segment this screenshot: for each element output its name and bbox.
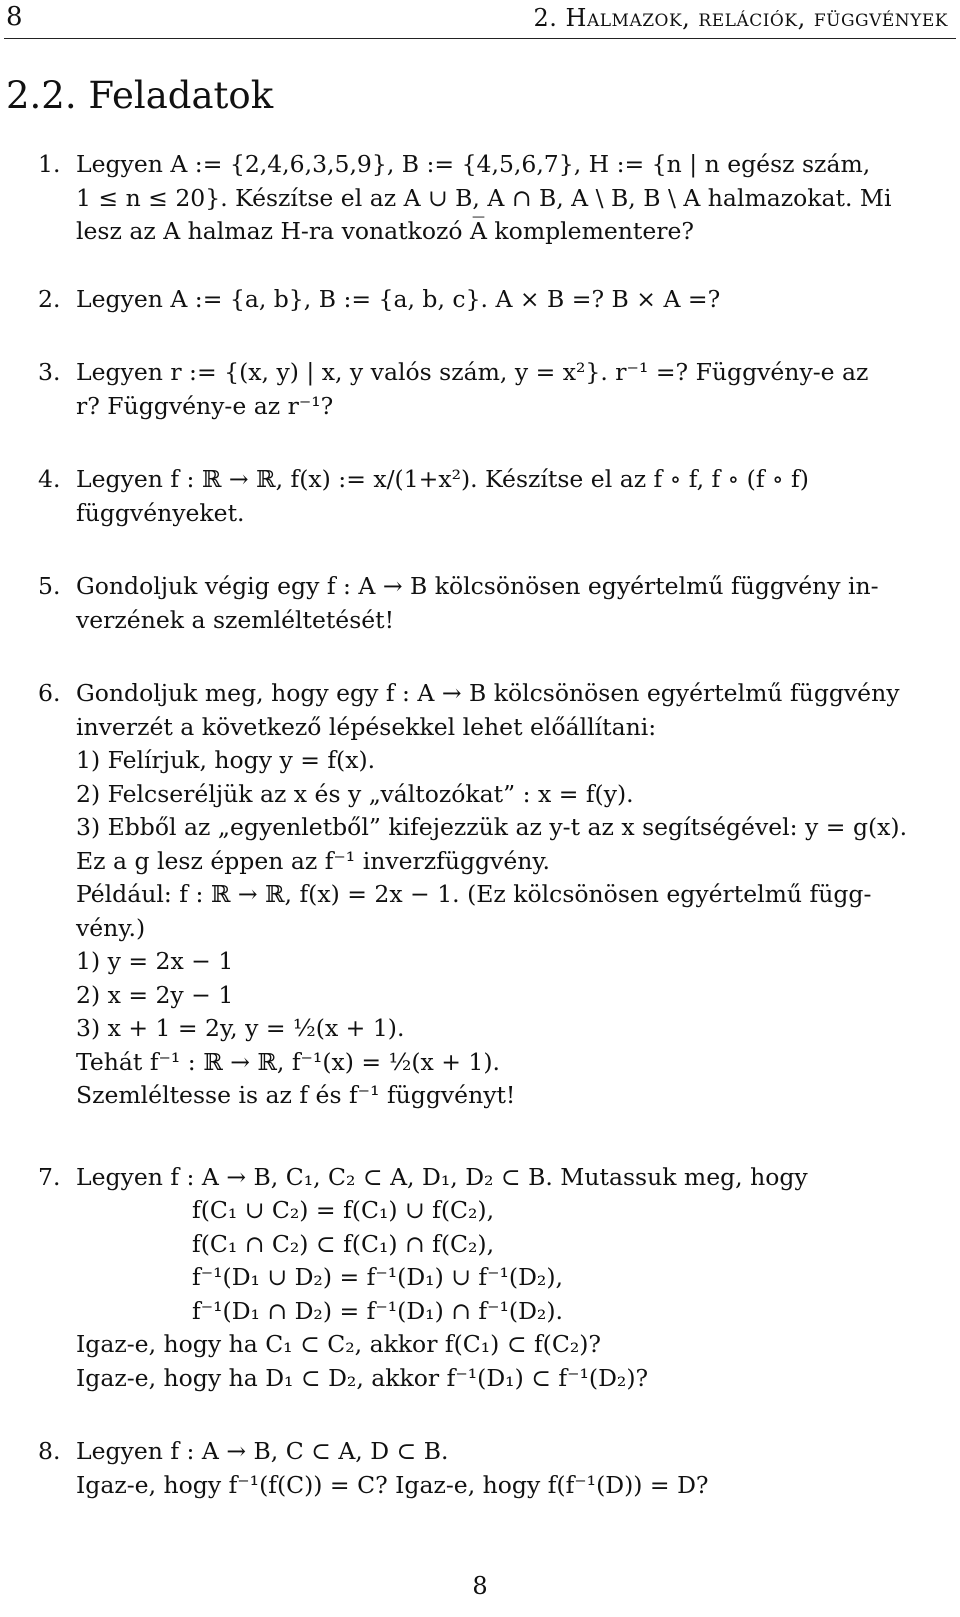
problem-line: 2) Felcseréljük az x és y „változókat” : x = f(y). <box>76 779 634 808</box>
problem-line: Például: f : ℝ → ℝ, f(x) = 2x − 1. (Ez kölcsönösen egyértelmű függ- <box>76 880 872 908</box>
problem-number: 4. <box>38 465 61 493</box>
problem-number: 3. <box>38 358 61 386</box>
chapter-title: 2. Halmazok, relációk, függvények <box>533 4 948 32</box>
problem-line: 1) Felírjuk, hogy y = f(x). <box>76 746 376 774</box>
problem-line: Igaz-e, hogy ha C₁ ⊂ C₂, akkor f(C₁) ⊂ f(C₂)? <box>76 1330 602 1358</box>
problem-4 <box>0 463 960 530</box>
section-title: 2.2. Feladatok <box>6 74 274 117</box>
problem-line: függvényeket. <box>76 498 245 527</box>
problem-line: Legyen r := {(x, y) | x, y valós szám, y = x²}. r⁻¹ =? Függvény-e az <box>76 358 869 386</box>
problem-number: 5. <box>38 572 61 600</box>
problem-line: inverzét a következő lépésekkel lehet előállítani: <box>76 712 657 741</box>
problem-number: 8. <box>38 1437 61 1465</box>
problem-formula: f⁻¹(D₁ ∩ D₂) = f⁻¹(D₁) ∩ f⁻¹(D₂). <box>192 1296 563 1325</box>
problem-8 <box>0 1435 960 1502</box>
problem-line: Igaz-e, hogy f⁻¹(f(C)) = C? Igaz-e, hogy f(f⁻¹(D)) = D? <box>76 1470 709 1499</box>
problem-2 <box>0 283 960 317</box>
problem-line: lesz az A halmaz H-ra vonatkozó A̅ komplementere? <box>76 217 694 245</box>
problem-line: Legyen A := {2,4,6,3,5,9}, B := {4,5,6,7}, H := {n | n egész szám, <box>76 150 871 178</box>
problem-line: Legyen f : A → B, C₁, C₂ ⊂ A, D₁, D₂ ⊂ B. Mutassuk meg, hogy <box>76 1162 808 1191</box>
problem-number: 2. <box>38 284 61 313</box>
problem-1 <box>0 148 960 249</box>
problem-line: Gondoljuk végig egy f : A → B kölcsönösen egyértelmű függvény in- <box>76 572 879 600</box>
problem-line: Ez a g lesz éppen az f⁻¹ inverzfüggvény. <box>76 846 551 875</box>
header-rule <box>4 38 956 39</box>
running-header <box>0 0 960 40</box>
problem-line: r? Függvény-e az r⁻¹? <box>76 391 334 420</box>
problem-number: 7. <box>38 1162 61 1191</box>
problem-line: Igaz-e, hogy ha D₁ ⊂ D₂, akkor f⁻¹(D₁) ⊂ f⁻¹(D₂)? <box>76 1363 649 1392</box>
problem-5 <box>0 570 960 637</box>
problem-line: 1 ≤ n ≤ 20}. Készítse el az A ∪ B, A ∩ B, A \ B, B \ A halmazokat. Mi <box>76 183 892 212</box>
problem-line: 3) x + 1 = 2y, y = ½(x + 1). <box>76 1014 405 1042</box>
problem-7 <box>0 1161 960 1396</box>
problem-formula: f(C₁ ∪ C₂) = f(C₁) ∪ f(C₂), <box>192 1196 495 1224</box>
problem-line: 3) Ebből az „egyenletből” kifejezzük az y-t az x segítségével: y = g(x). <box>76 813 908 841</box>
header-page-number: 8 <box>6 2 23 32</box>
problem-line: Legyen A := {a, b}, B := {a, b, c}. A × B =? B × A =? <box>76 284 721 313</box>
problem-formula: f(C₁ ∩ C₂) ⊂ f(C₁) ∩ f(C₂), <box>192 1229 495 1258</box>
problem-number: 6. <box>38 679 61 707</box>
problem-number: 1. <box>38 150 61 178</box>
problem-line: Legyen f : A → B, C ⊂ A, D ⊂ B. <box>76 1437 449 1465</box>
problem-line: 1) y = 2x − 1 <box>76 947 234 975</box>
footer-page-number: 8 <box>472 1572 488 1600</box>
problem-line: 2) x = 2y − 1 <box>76 980 234 1009</box>
problem-list <box>0 148 960 1502</box>
problem-line: verzének a szemléltetését! <box>76 605 395 634</box>
problem-line: Tehát f⁻¹ : ℝ → ℝ, f⁻¹(x) = ½(x + 1). <box>76 1047 500 1076</box>
problem-formula: f⁻¹(D₁ ∪ D₂) = f⁻¹(D₁) ∪ f⁻¹(D₂), <box>192 1263 563 1291</box>
problem-line: Szemléltesse is az f és f⁻¹ függvényt! <box>76 1081 516 1109</box>
problem-3 <box>0 356 960 423</box>
problem-6 <box>0 677 960 1113</box>
problem-line: Gondoljuk meg, hogy egy f : A → B kölcsönösen egyértelmű függvény <box>76 679 900 707</box>
problem-line: Legyen f : ℝ → ℝ, f(x) := x/(1+x²). Készítse el az f ∘ f, f ∘ (f ∘ f) <box>76 465 809 493</box>
problem-line: vény.) <box>76 913 146 942</box>
